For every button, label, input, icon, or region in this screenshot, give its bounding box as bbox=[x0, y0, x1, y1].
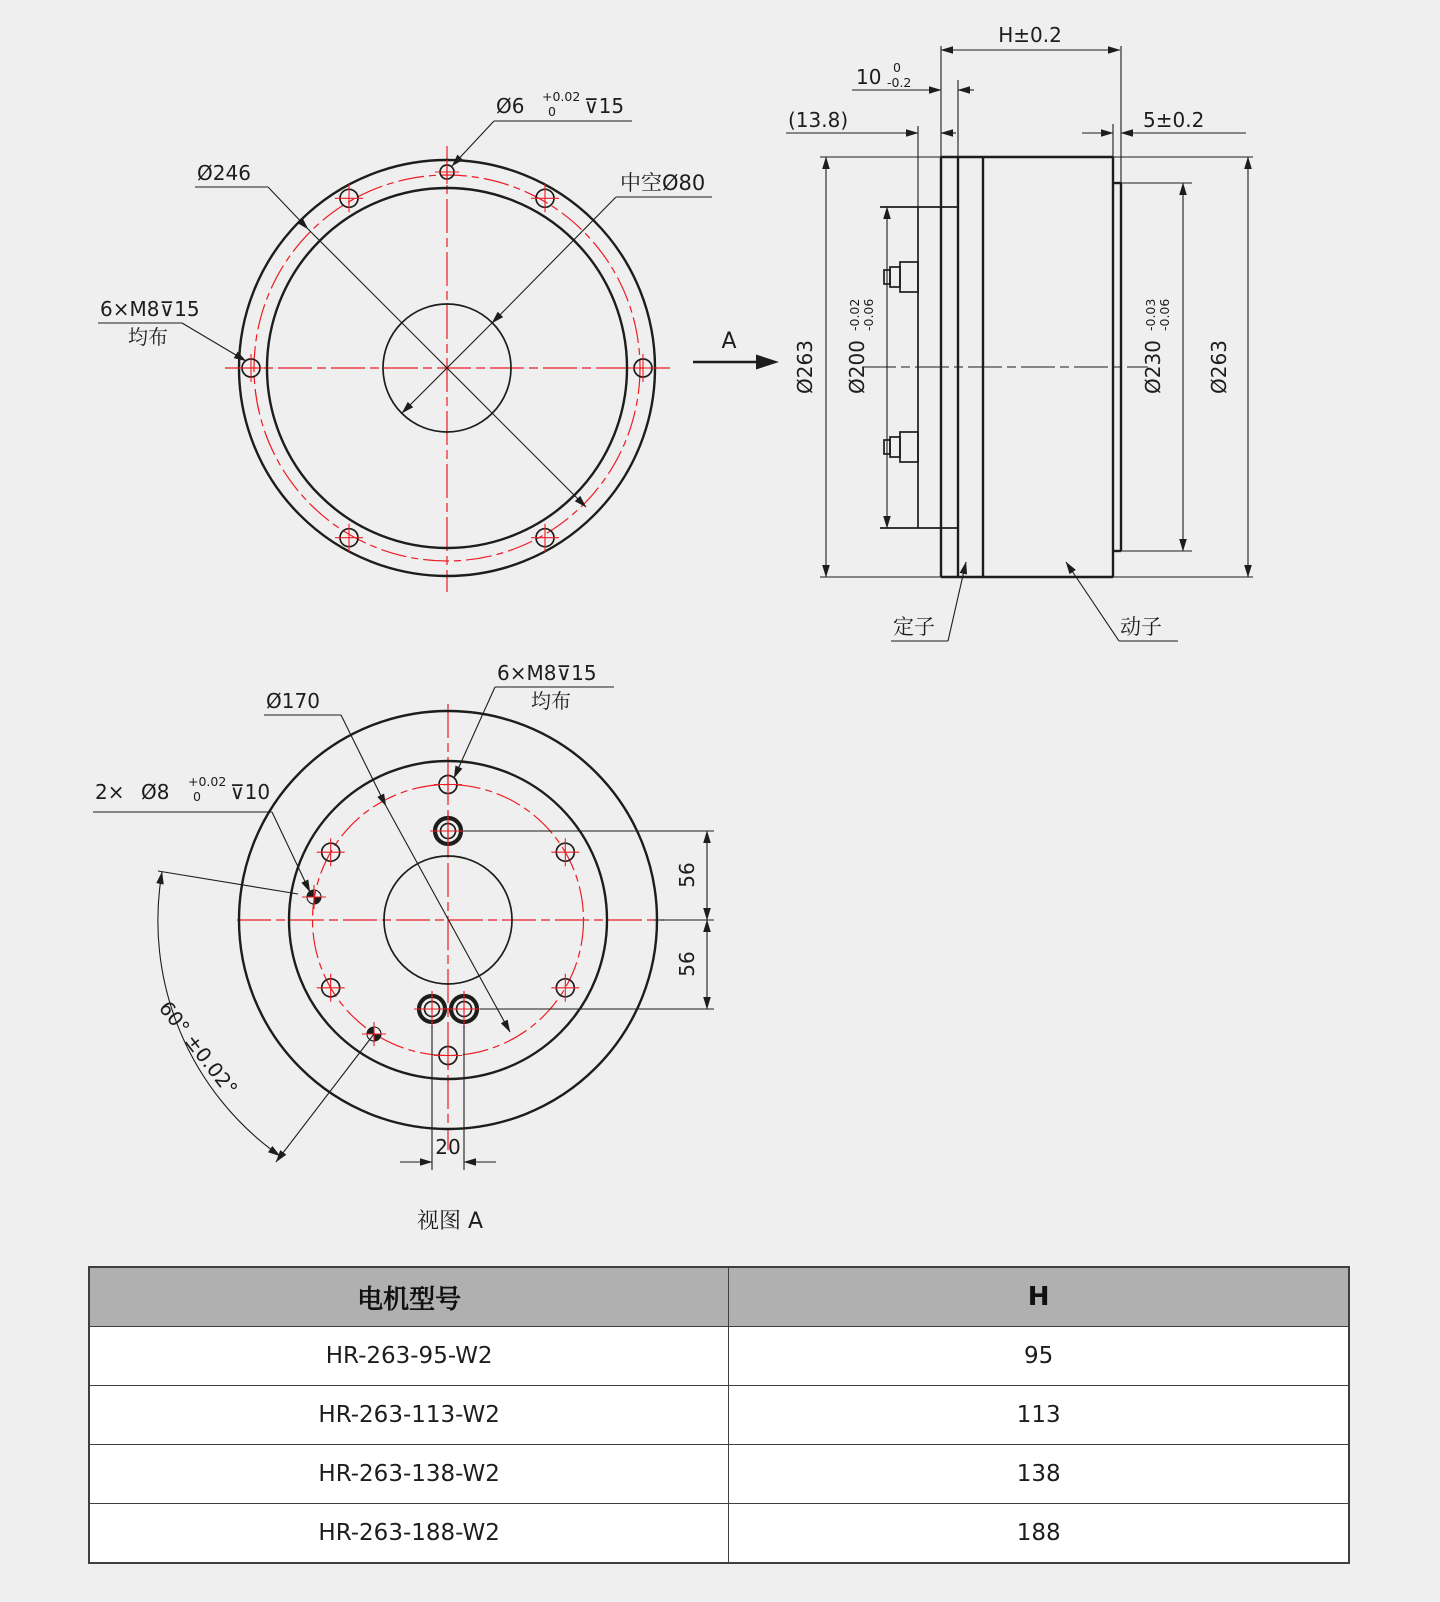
bolt-note-line2: 均布 bbox=[128, 325, 168, 349]
spec-table-body bbox=[89, 1327, 1349, 1564]
dim-plate-label: 5±0.2 bbox=[1143, 108, 1205, 132]
table-header-row bbox=[89, 1267, 1349, 1327]
dim-ref-label: (13.8) bbox=[788, 108, 849, 132]
dia-outer-left-label: Ø263 bbox=[793, 340, 817, 394]
socket-screw bbox=[414, 991, 450, 1027]
pin-note-tol-upper: +0.02 bbox=[542, 89, 581, 104]
pin-note-tol-lower: 0 bbox=[193, 789, 201, 804]
dia-outer-right-label: Ø263 bbox=[1207, 340, 1231, 394]
pin-note-dia: Ø6 bbox=[496, 94, 525, 118]
hollow-label: 中空Ø80 bbox=[620, 171, 706, 195]
table-row bbox=[89, 1327, 1349, 1386]
mover-label: 动子 bbox=[1120, 615, 1162, 639]
dia246-label: Ø246 bbox=[197, 161, 251, 185]
dim-flange-tol-upper: 0 bbox=[893, 60, 901, 75]
svg-text:-0.02: -0.02 bbox=[847, 298, 862, 331]
model-cell: HR-263-138-W2 bbox=[89, 1445, 729, 1504]
bolt-note-line1: 6×M8⊽15 bbox=[100, 297, 200, 321]
socket-screw bbox=[430, 813, 466, 849]
svg-text:Ø230: Ø230 bbox=[1141, 340, 1165, 394]
header-motor-model: 电机型号 bbox=[89, 1267, 729, 1327]
front-view bbox=[98, 89, 712, 592]
dia-stator-label bbox=[845, 299, 876, 394]
bolt-note-line2: 均布 bbox=[531, 689, 571, 713]
side-section-view bbox=[693, 23, 1253, 641]
angle-label: 60° ±0.02° bbox=[154, 996, 243, 1101]
table-row bbox=[89, 1504, 1349, 1564]
cable-gland bbox=[884, 432, 918, 462]
dim20-label: 20 bbox=[435, 1135, 461, 1159]
header-h: H bbox=[729, 1267, 1349, 1327]
bolt-note-line1: 6×M8⊽15 bbox=[497, 661, 597, 685]
section-arrow-label: A bbox=[721, 329, 737, 354]
dim56-lower-label: 56 bbox=[675, 951, 699, 977]
model-cell: HR-263-95-W2 bbox=[89, 1327, 729, 1386]
pin-note-count: 2× bbox=[95, 780, 125, 804]
pin-note-depth: ⊽10 bbox=[230, 780, 271, 804]
dim-h-label: H±0.2 bbox=[998, 23, 1062, 47]
dia-mover-label bbox=[1141, 299, 1172, 394]
svg-text:-0.06: -0.06 bbox=[1157, 298, 1172, 331]
svg-text:-0.06: -0.06 bbox=[861, 298, 876, 331]
model-cell: HR-263-188-W2 bbox=[89, 1504, 729, 1564]
pin-note-depth: ⊽15 bbox=[584, 94, 625, 118]
dim-flange-tol-lower: -0.2 bbox=[887, 75, 912, 90]
pin-note-dia: Ø8 bbox=[141, 780, 170, 804]
dim-flange-label: 10 bbox=[856, 65, 882, 89]
h-value-cell: 113 bbox=[729, 1386, 1349, 1445]
section-arrow-head bbox=[756, 355, 779, 370]
pin-note-tol-lower: 0 bbox=[548, 104, 556, 119]
svg-text:-0.03: -0.03 bbox=[1143, 298, 1158, 331]
h-value-cell: 95 bbox=[729, 1327, 1349, 1386]
h-value-cell: 138 bbox=[729, 1445, 1349, 1504]
model-cell: HR-263-113-W2 bbox=[89, 1386, 729, 1445]
dia170-label: Ø170 bbox=[266, 689, 320, 713]
view-a-caption: 视图 A bbox=[416, 1209, 484, 1234]
socket-screw bbox=[446, 991, 482, 1027]
spec-table-container bbox=[88, 1266, 1350, 1564]
pin-note-tol-upper: +0.02 bbox=[188, 774, 227, 789]
dim56-upper-label: 56 bbox=[675, 862, 699, 888]
stator-label: 定子 bbox=[893, 615, 935, 639]
spec-table bbox=[88, 1266, 1350, 1564]
view-a bbox=[93, 661, 714, 1234]
h-value-cell: 188 bbox=[729, 1504, 1349, 1564]
cable-gland bbox=[884, 262, 918, 292]
table-row bbox=[89, 1386, 1349, 1445]
svg-text:Ø200: Ø200 bbox=[845, 340, 869, 394]
dowel-hole bbox=[302, 885, 326, 909]
table-row bbox=[89, 1445, 1349, 1504]
